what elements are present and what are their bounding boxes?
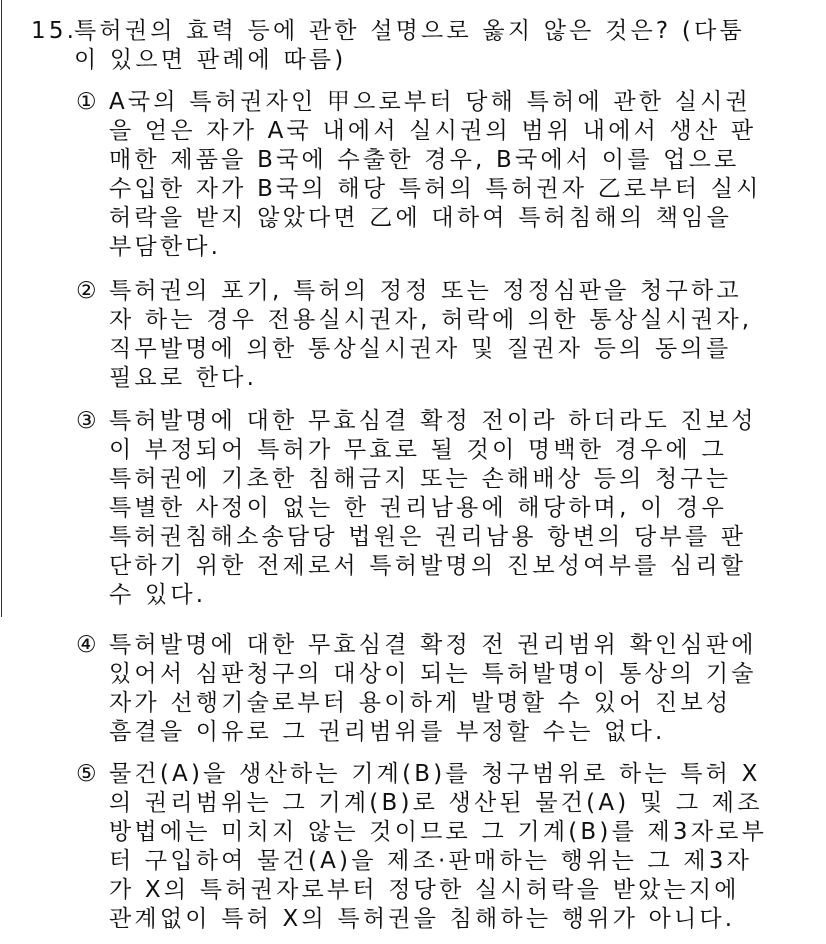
option-line: 터 구입하여 물건(A)을 제조·판매하는 행위는 그 제3자 — [109, 848, 753, 874]
option-line: 자 하는 경우 전용실시권자, 허락에 의한 통상실시권자, — [109, 307, 753, 333]
option-marker: ② — [76, 278, 97, 304]
option-line: 필요로 한다. — [109, 365, 258, 391]
option-marker: ① — [76, 89, 97, 115]
option-line: 자가 선행기술로부터 용이하게 발명할 수 있어 진보성 — [109, 690, 732, 716]
option-line: 의 권리범위는 그 기계(B)로 생산된 물건(A) 및 그 제조 — [109, 790, 763, 816]
option-line: 특별한 사정이 없는 한 권리남용에 해당하며, 이 경우 — [109, 495, 727, 521]
left-border-rule — [1, 0, 2, 617]
option-line: A국의 특허권자인 甲으로부터 당해 특허에 관한 실시권 — [109, 89, 751, 115]
option-marker: ④ — [76, 632, 97, 658]
question-number: 15. — [31, 18, 78, 44]
option-line: 흠결을 이유로 그 권리범위를 부정할 수는 없다. — [109, 719, 666, 745]
option-line: 방법에는 미치지 않는 것이므로 그 기계(B)를 제3자로부 — [109, 819, 768, 845]
question-stem-line: 이 있으면 판례에 따름) — [74, 47, 347, 73]
option-line: 특허발명에 대한 무효심결 확정 전이라 하더라도 진보성 — [109, 408, 757, 434]
option-line: 허락을 받지 않았다면 乙에 대하여 특허침해의 책임을 — [109, 205, 733, 231]
option-line: 물건(A)을 생산하는 기계(B)를 청구범위로 하는 특허 X — [109, 761, 761, 787]
option-marker: ⑤ — [76, 761, 97, 787]
option-line: 수 있다. — [109, 582, 207, 608]
option-line: 특허권에 기초한 침해금지 또는 손해배상 등의 청구는 — [109, 466, 732, 492]
option-line: 을 얻은 자가 A국 내에서 실시권의 범위 내에서 생산 판 — [109, 118, 757, 144]
option-line: 매한 제품을 B국에 수출한 경우, B국에서 이를 업으로 — [109, 147, 740, 173]
option-line: 가 X의 특허권자로부터 정당한 실시허락을 받았는지에 — [109, 877, 740, 903]
option-line: 수입한 자가 B국의 해당 특허의 특허권자 乙로부터 실시 — [109, 176, 762, 202]
option-line: 있어서 심판청구의 대상이 되는 특허발명이 통상의 기술 — [109, 661, 757, 687]
option-line: 특허권의 포기, 특허의 정정 또는 정정심판을 청구하고 — [109, 278, 742, 304]
option-line: 특허권침해소송담당 법원은 권리남용 항변의 당부를 판 — [109, 524, 747, 550]
option-marker: ③ — [76, 408, 97, 434]
option-line: 단하기 위한 전제로서 특허발명의 진보성여부를 심리할 — [109, 553, 747, 579]
option-line: 특허발명에 대한 무효심결 확정 전 권리범위 확인심판에 — [109, 632, 757, 658]
question-stem-line: 특허권의 효력 등에 관한 설명으로 옳지 않은 것은? (다툼 — [74, 18, 745, 44]
option-line: 부담한다. — [109, 234, 222, 260]
option-line: 관계없이 특허 X의 특허권을 침해하는 행위가 아니다. — [109, 906, 736, 932]
option-line: 이 부정되어 특허가 무효로 될 것이 명백한 경우에 그 — [109, 437, 727, 463]
option-line: 직무발명에 의한 통상실시권자 및 질권자 등의 동의를 — [109, 336, 732, 362]
